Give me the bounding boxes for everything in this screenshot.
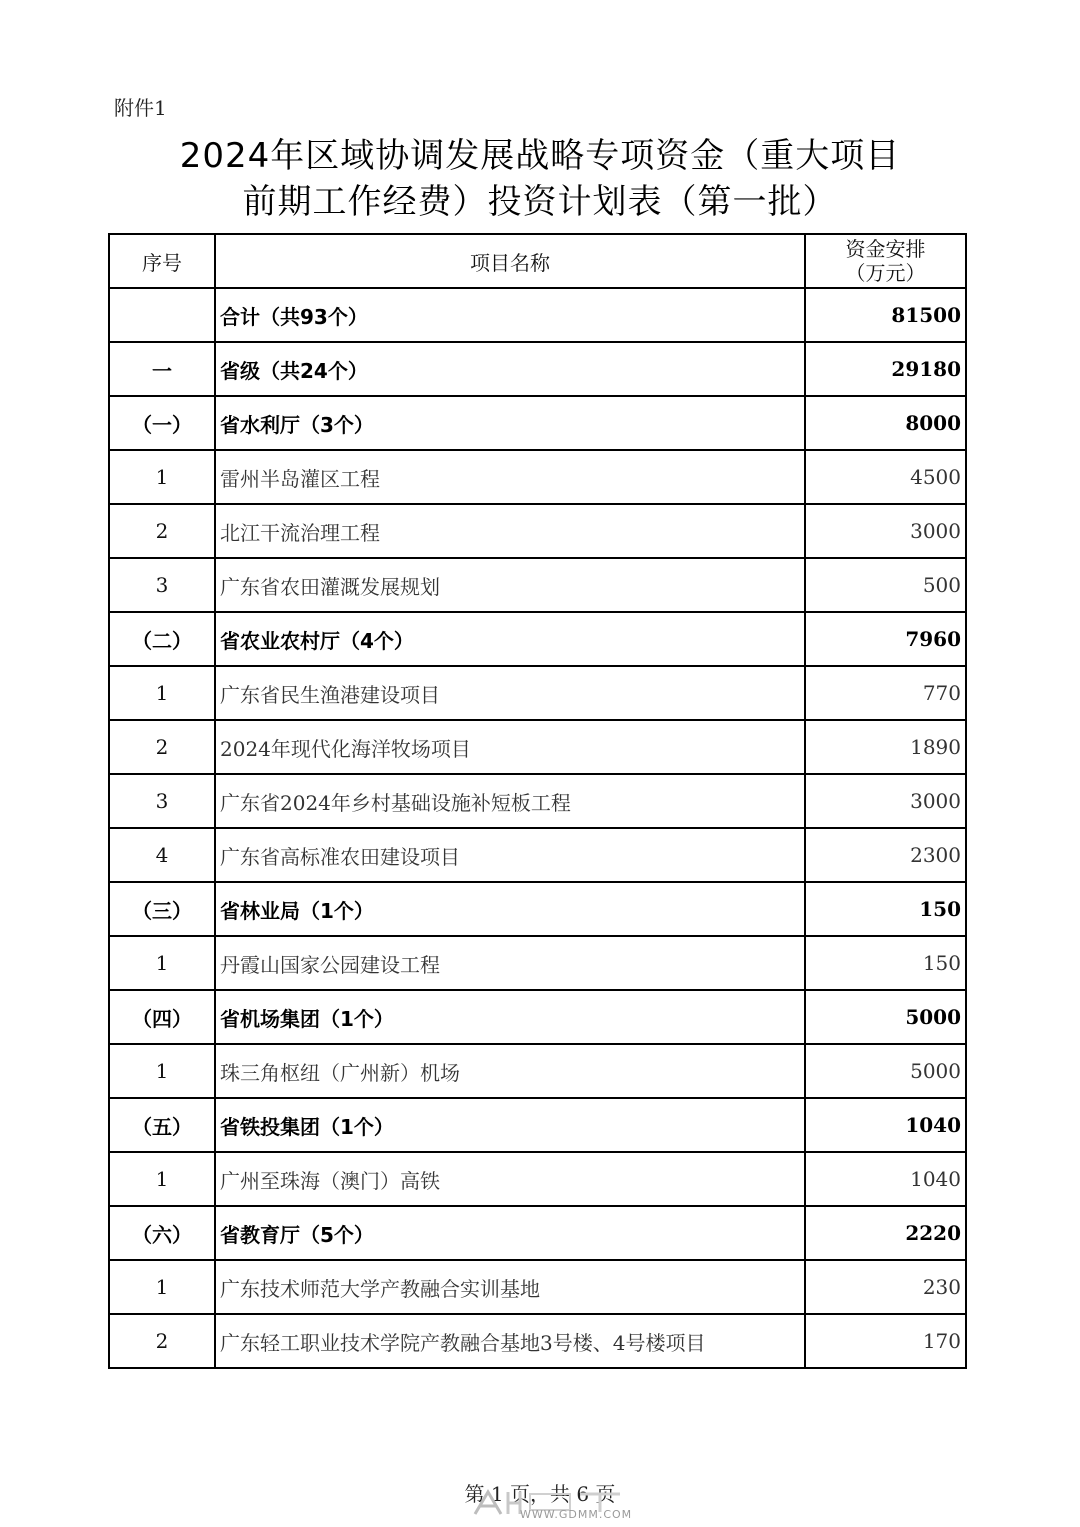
project-name: 省林业局（1个） xyxy=(215,882,805,936)
project-name: 省教育厅（5个） xyxy=(215,1206,805,1260)
row-number: 3 xyxy=(109,558,215,612)
project-name: 省铁投集团（1个） xyxy=(215,1098,805,1152)
row-number: 1 xyxy=(109,1044,215,1098)
project-name: 丹霞山国家公园建设工程 xyxy=(215,936,805,990)
funding-amount: 5000 xyxy=(805,1044,966,1098)
row-number: 1 xyxy=(109,936,215,990)
project-name: 广东省民生渔港建设项目 xyxy=(215,666,805,720)
table-header-row xyxy=(109,234,966,288)
project-name: 广东轻工职业技术学院产教融合基地3号楼、4号楼项目 xyxy=(215,1314,805,1368)
funding-amount: 2300 xyxy=(805,828,966,882)
row-number: （五） xyxy=(109,1098,215,1152)
page-footer: 第 1 页，共 6 页 xyxy=(464,1482,616,1506)
page-title-line2: 前期工作经费）投资计划表（第一批） xyxy=(242,182,838,222)
funding-amount: 170 xyxy=(805,1314,966,1368)
table-row xyxy=(109,666,966,720)
header-no: 序号 xyxy=(109,234,215,288)
table-row xyxy=(109,882,966,936)
project-name: 北江干流治理工程 xyxy=(215,504,805,558)
table-row xyxy=(109,558,966,612)
table-row xyxy=(109,612,966,666)
table-row xyxy=(109,1098,966,1152)
table-row xyxy=(109,1260,966,1314)
row-number: 4 xyxy=(109,828,215,882)
funding-amount: 1890 xyxy=(805,720,966,774)
table-row xyxy=(109,774,966,828)
funding-amount: 5000 xyxy=(805,990,966,1044)
funding-amount: 230 xyxy=(805,1260,966,1314)
funding-amount: 770 xyxy=(805,666,966,720)
page-title-line1: 2024年区域协调发展战略专项资金（重大项目 xyxy=(179,136,901,176)
funding-amount: 2220 xyxy=(805,1206,966,1260)
table-row xyxy=(109,1206,966,1260)
header-name: 项目名称 xyxy=(215,234,805,288)
funding-amount: 29180 xyxy=(805,342,966,396)
project-name: 省级（共24个） xyxy=(215,342,805,396)
table-row xyxy=(109,342,966,396)
row-number xyxy=(109,288,215,342)
row-number: 1 xyxy=(109,450,215,504)
header-amount xyxy=(805,234,966,288)
attachment-label: 附件1 xyxy=(114,96,167,120)
header-amount-line2: （万元） xyxy=(845,261,926,285)
table-row xyxy=(109,936,966,990)
project-name: 广东省2024年乡村基础设施补短板工程 xyxy=(215,774,805,828)
funding-amount: 150 xyxy=(805,936,966,990)
table-row xyxy=(109,1314,966,1368)
funding-amount: 81500 xyxy=(805,288,966,342)
project-name: 广东省农田灌溉发展规划 xyxy=(215,558,805,612)
row-number: 2 xyxy=(109,504,215,558)
funding-amount: 7960 xyxy=(805,612,966,666)
funding-amount: 500 xyxy=(805,558,966,612)
header-amount-line1: 资金安排 xyxy=(845,237,926,261)
project-name: 2024年现代化海洋牧场项目 xyxy=(215,720,805,774)
row-number: 一 xyxy=(109,342,215,396)
table-row xyxy=(109,1152,966,1206)
funding-amount: 8000 xyxy=(805,396,966,450)
table-row xyxy=(109,1044,966,1098)
row-number: 1 xyxy=(109,666,215,720)
project-name: 省水利厅（3个） xyxy=(215,396,805,450)
row-number: （一） xyxy=(109,396,215,450)
funding-amount: 3000 xyxy=(805,504,966,558)
table-row xyxy=(109,828,966,882)
watermark-text: WWW.GDMM.COM xyxy=(520,1508,633,1521)
funding-amount: 4500 xyxy=(805,450,966,504)
project-name: 珠三角枢纽（广州新）机场 xyxy=(215,1044,805,1098)
project-name: 合计（共93个） xyxy=(215,288,805,342)
row-number: （四） xyxy=(109,990,215,1044)
table-row xyxy=(109,288,966,342)
project-name: 省农业农村厅（4个） xyxy=(215,612,805,666)
investment-plan-table xyxy=(108,233,967,1369)
row-number: 2 xyxy=(109,1314,215,1368)
row-number: （三） xyxy=(109,882,215,936)
table-row xyxy=(109,504,966,558)
project-name: 广州至珠海（澳门）高铁 xyxy=(215,1152,805,1206)
project-name: 广东省高标准农田建设项目 xyxy=(215,828,805,882)
project-name: 广东技术师范大学产教融合实训基地 xyxy=(215,1260,805,1314)
funding-amount: 3000 xyxy=(805,774,966,828)
project-name: 雷州半岛灌区工程 xyxy=(215,450,805,504)
row-number: 1 xyxy=(109,1260,215,1314)
funding-amount: 1040 xyxy=(805,1098,966,1152)
project-name: 省机场集团（1个） xyxy=(215,990,805,1044)
table-row xyxy=(109,450,966,504)
row-number: 2 xyxy=(109,720,215,774)
funding-amount: 150 xyxy=(805,882,966,936)
funding-amount: 1040 xyxy=(805,1152,966,1206)
table-row xyxy=(109,720,966,774)
row-number: （二） xyxy=(109,612,215,666)
table-row xyxy=(109,990,966,1044)
row-number: （六） xyxy=(109,1206,215,1260)
row-number: 1 xyxy=(109,1152,215,1206)
row-number: 3 xyxy=(109,774,215,828)
table-row xyxy=(109,396,966,450)
